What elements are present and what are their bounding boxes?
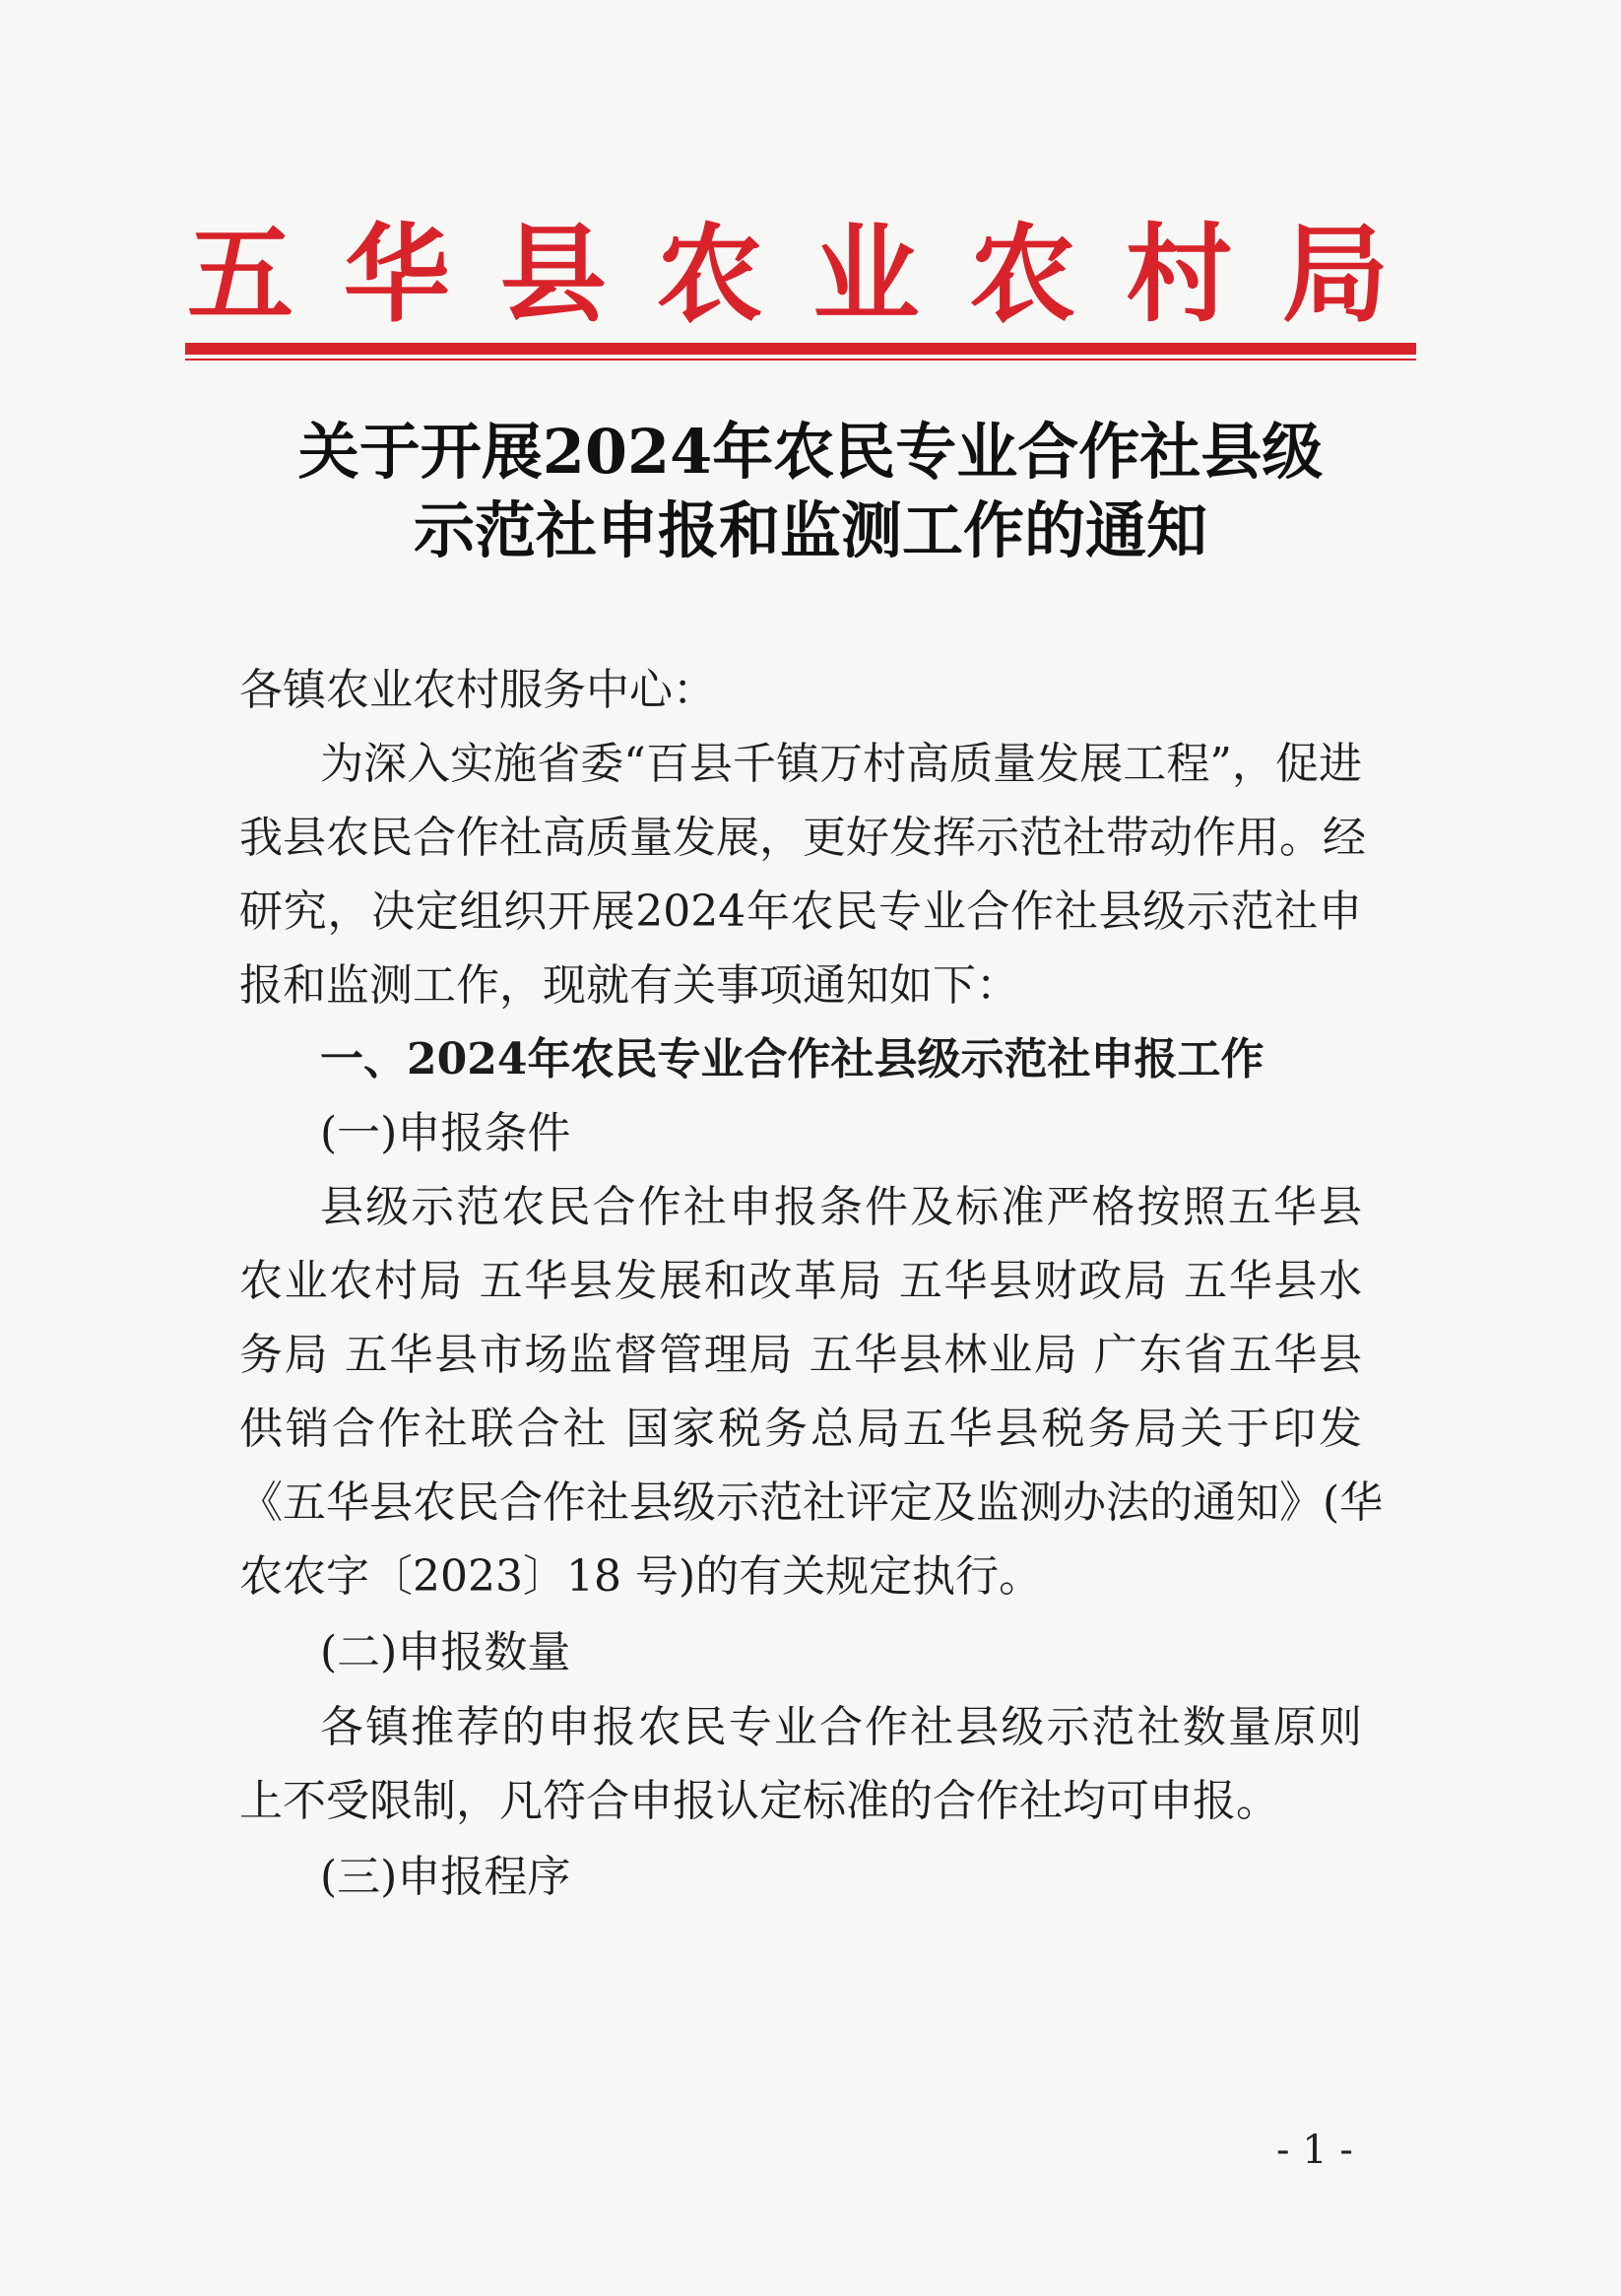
intro-paragraph-line: 报和监测工作，现就有关事项通知如下： bbox=[239, 960, 1019, 1011]
subsection-2-line: 各镇推荐的申报农民专业合作社县级示范社数量原则 bbox=[320, 1702, 1362, 1752]
org-char: 五 bbox=[187, 214, 294, 337]
subsection-2-line: 上不受限制，凡符合申报认定标准的合作社均可申报。 bbox=[239, 1776, 1279, 1826]
issuing-organization-header bbox=[187, 214, 1389, 337]
org-char: 县 bbox=[499, 214, 607, 337]
section-1-heading: 一、2024年农民专业合作社县级示范社申报工作 bbox=[320, 1034, 1264, 1084]
subsection-1-line: 供销合作社联合社 国家税务总局五华县税务局关于印发 bbox=[239, 1404, 1362, 1454]
subsection-3-heading: (三)申报程序 bbox=[320, 1852, 571, 1902]
org-char: 农 bbox=[656, 214, 763, 337]
org-char: 村 bbox=[1126, 214, 1233, 337]
document-title-line-2: 示范社申报和监测工作的通知 bbox=[413, 494, 1207, 566]
org-char: 农 bbox=[969, 214, 1076, 337]
subsection-1-heading: (一)申报条件 bbox=[320, 1108, 571, 1158]
subsection-1-line: 农农字〔2023〕18 号)的有关规定执行。 bbox=[239, 1551, 1043, 1602]
subsection-1-line: 务局 五华县市场监督管理局 五华县林业局 广东省五华县 bbox=[239, 1330, 1362, 1380]
subsection-2-heading: (二)申报数量 bbox=[320, 1627, 571, 1677]
addressee: 各镇农业农村服务中心： bbox=[239, 665, 716, 715]
org-char: 局 bbox=[1281, 214, 1389, 337]
subsection-1-line: 农业农村局 五华县发展和改革局 五华县财政局 五华县水 bbox=[239, 1256, 1362, 1306]
org-char: 华 bbox=[343, 214, 450, 337]
org-char: 业 bbox=[812, 214, 920, 337]
red-header-rule bbox=[185, 343, 1416, 355]
document-title-line-1: 关于开展2024年农民专业合作社县级 bbox=[297, 416, 1324, 488]
subsection-1-line: 《五华县农民合作社县级示范社评定及监测办法的通知》(华 bbox=[239, 1477, 1384, 1528]
intro-paragraph-line: 我县农民合作社高质量发展，更好发挥示范社带动作用。经 bbox=[239, 813, 1366, 863]
intro-paragraph-line: 为深入实施省委“百县千镇万村高质量发展工程”，促进 bbox=[320, 739, 1362, 789]
page-number: - 1 - bbox=[1276, 2128, 1353, 2173]
intro-paragraph-line: 研究，决定组织开展2024年农民专业合作社县级示范社申 bbox=[239, 886, 1362, 937]
subsection-1-line: 县级示范农民合作社申报条件及标准严格按照五华县 bbox=[320, 1182, 1362, 1232]
